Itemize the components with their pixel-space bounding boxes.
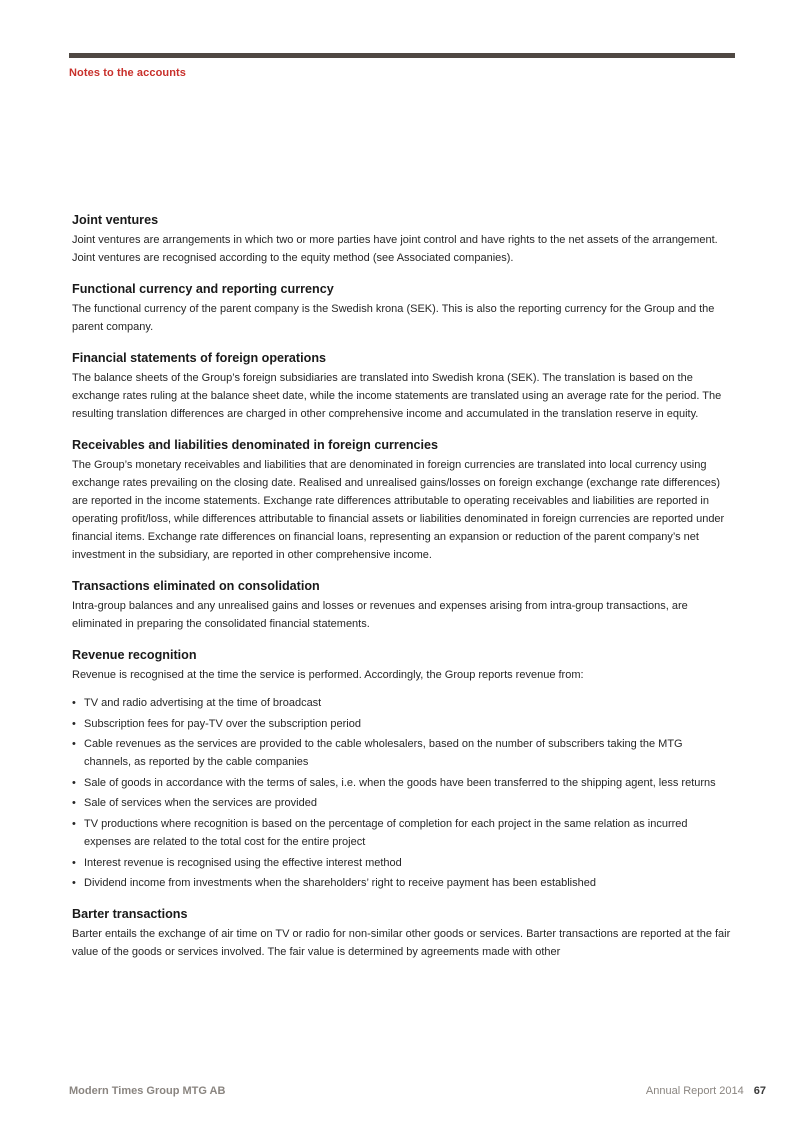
- bullet-icon: •: [72, 856, 76, 869]
- section-revenue-recognition: [72, 646, 732, 892]
- bullet-icon: •: [72, 717, 76, 730]
- list-item: • Sale of services when the services are provided: [72, 794, 732, 812]
- bullet-icon: •: [72, 817, 76, 830]
- list-item: • TV and radio advertising at the time of broadcast: [72, 694, 732, 712]
- footer-company: Modern Times Group MTG AB: [69, 1085, 226, 1097]
- section-body: Revenue is recognised at the time the service is performed. Accordingly, the Group reports revenue from:: [72, 669, 584, 681]
- section-body: The Group’s monetary receivables and liabilities that are denominated in foreign currencies are translated into local currency using exchange rates prevailing on the closing date. Realised and unrealised gains/losses on foreign exchange (exchange rate differences) are reported in the income statements. Exchange rate differences attributable to operating receivables and liabilities are reported in operating profit/loss, while differences attributable to financial assets or liabilities denominated in foreign currencies are reported under financial items. Exchange rate differences on financial loans, representing an expansion or reduction of the parent company’s net investment in the subsidiary, are reported in other comprehensive income.: [72, 459, 725, 561]
- bullet-icon: •: [72, 877, 76, 890]
- list-item: • Sale of goods in accordance with the terms of sales, i.e. when the goods have been transferred to the shipping agent, less returns: [72, 774, 732, 792]
- section-body: Barter entails the exchange of air time on TV or radio for non-similar other goods or services. Barter transactions are reported at the fair value of the goods or services involved. The fair value is determined by agreements made with other: [72, 928, 731, 959]
- footer-report-info: [646, 1085, 766, 1097]
- section-heading: Revenue recognition: [72, 648, 197, 662]
- section-label: Notes to the accounts: [69, 67, 187, 79]
- page-number: 67: [753, 1085, 766, 1097]
- section-heading: Functional currency and reporting currency: [72, 282, 334, 296]
- bullet-icon: •: [72, 797, 76, 810]
- section-body: The functional currency of the parent company is the Swedish krona (SEK). This is also the reporting currency for the Group and the parent company.: [72, 303, 715, 333]
- section-body: Intra-group balances and any unrealised gains and losses or revenues and expenses arising from intra-group transactions, are eliminated in preparing the consolidated financial statements.: [72, 600, 688, 630]
- bullet-icon: •: [72, 697, 76, 709]
- list-item: • Cable revenues as the services are provided to the cable wholesalers, based on the number of subscribers taking the MTG channels, as reported by the cable companies: [72, 735, 732, 771]
- list-item: • Interest revenue is recognised using the effective interest method: [72, 854, 732, 872]
- section-foreign-operations: [72, 349, 732, 423]
- section-eliminated-transactions: [72, 577, 732, 633]
- header-rule: [69, 53, 735, 58]
- section-heading: Receivables and liabilities denominated in foreign currencies: [72, 438, 439, 452]
- section-joint-ventures: [72, 211, 732, 267]
- section-heading: Financial statements of foreign operations: [72, 351, 327, 365]
- list-item: • Dividend income from investments when the shareholders’ right to receive payment has been established: [72, 874, 732, 892]
- list-item: • TV productions where recognition is based on the percentage of completion for each project in the same relation as incurred expenses are related to the total cost for the entire project: [72, 815, 732, 851]
- section-body: Joint ventures are arrangements in which two or more parties have joint control and have rights to the net assets of the arrangement. Joint ventures are recognised according to the equity method (see Associated companies).: [72, 234, 718, 264]
- section-functional-currency: [72, 280, 732, 336]
- section-heading: Joint ventures: [72, 213, 159, 227]
- section-heading: Barter transactions: [72, 907, 188, 922]
- section-body: The balance sheets of the Group’s foreign subsidiaries are translated into Swedish krona (SEK). The translation is based on the exchange rates ruling at the balance sheet date, while the income statements are translated using an average rate for the period. The resulting translation differences are charged in other comprehensive income and accumulated in the translation reserve in equity.: [72, 372, 722, 420]
- section-heading: Transactions eliminated on consolidation: [72, 579, 320, 593]
- section-foreign-currencies: [72, 436, 732, 564]
- notes-content: [72, 211, 732, 974]
- bullet-icon: •: [72, 738, 76, 751]
- bullet-icon: •: [72, 776, 76, 789]
- footer-report: Annual Report 2014: [645, 1085, 744, 1097]
- revenue-bullet-list: [72, 694, 732, 892]
- list-item: • Subscription fees for pay-TV over the subscription period: [72, 715, 732, 733]
- section-barter-transactions: [72, 905, 732, 961]
